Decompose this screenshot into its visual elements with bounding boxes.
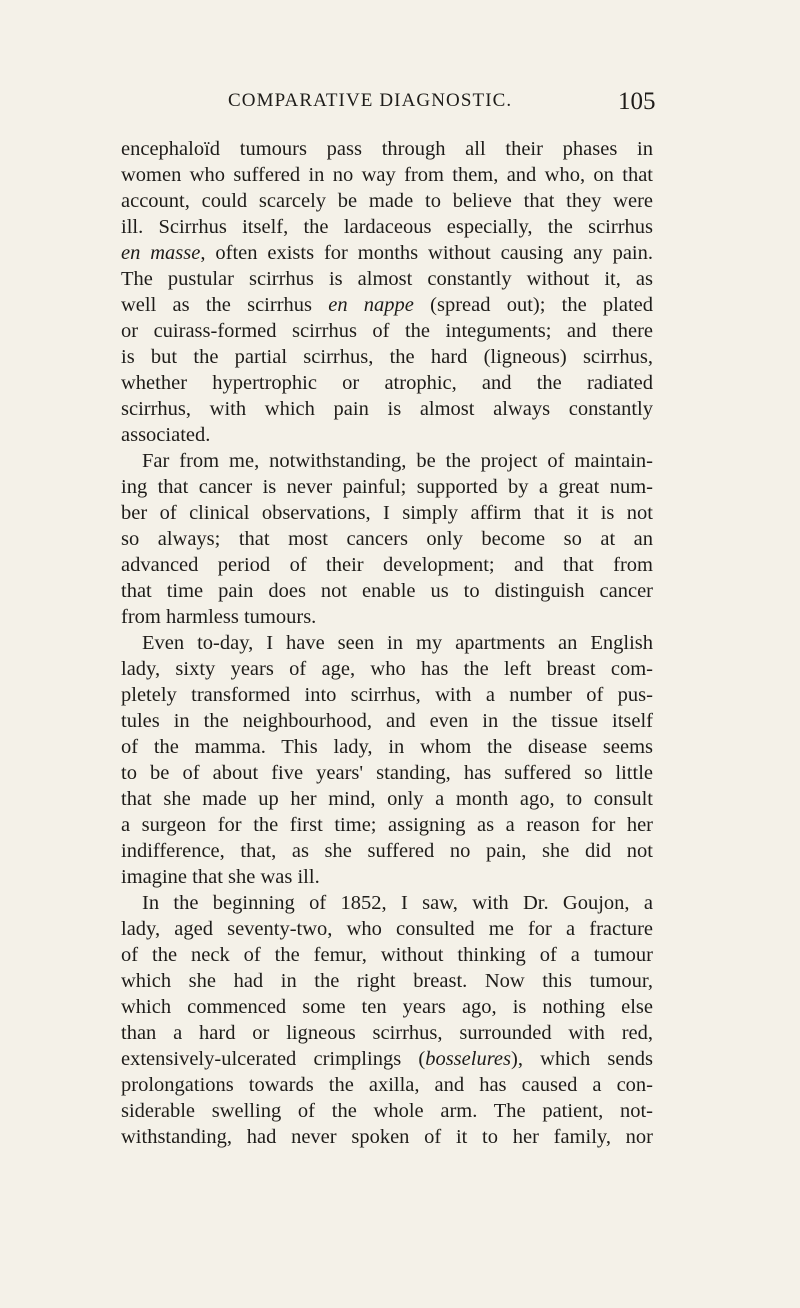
text-line: a surgeon for the first time; assigning as a reason for her [121,814,653,836]
text-line: which she had in the right breast. Now this tumour, [121,970,653,992]
text-line: than a hard or ligneous scirrhus, surrounded with red, [121,1022,653,1044]
text-line: The pustular scirrhus is almost constantly without it, as [121,268,653,290]
text-line: to be of about five years' standing, has suffered so little [121,762,653,784]
text-line: en masse, often exists for months without causing any pain. [121,242,653,264]
paragraph [121,136,653,448]
page-header [0,88,800,116]
text-line: that time pain does not enable us to distinguish cancer [121,580,653,602]
text-line: In the beginning of 1852, I saw, with Dr. Goujon, a [142,892,653,914]
text-line: so always; that most cancers only become so at an [121,528,653,550]
text-line: imagine that she was ill. [121,866,320,888]
text-line: withstanding, had never spoken of it to her family, nor [121,1126,653,1148]
text-line: or cuirass-formed scirrhus of the integuments; and there [121,320,653,342]
text-line: whether hypertrophic or atrophic, and the radiated [121,372,653,394]
text-line: ing that cancer is never painful; supported by a great num- [121,476,653,498]
paragraph [121,630,653,890]
paragraph [121,448,653,630]
text-line: encephaloïd tumours pass through all their phases in [121,138,653,160]
text-line: of the neck of the femur, without thinking of a tumour [121,944,653,966]
italic-term: bosselures [425,1048,511,1070]
italic-term: en masse [121,242,201,264]
text-line: that she made up her mind, only a month ago, to consult [121,788,653,810]
running-title: COMPARATIVE DIAGNOSTIC. [228,90,513,111]
text-line: associated. [121,424,211,446]
text-line: pletely transformed into scirrhus, with a number of pus- [121,684,653,706]
page-number: 105 [618,88,656,115]
text-line: which commenced some ten years ago, is nothing else [121,996,653,1018]
text-line: lady, aged seventy-two, who consulted me for a fracture [121,918,653,940]
text-line: scirrhus, with which pain is almost always constantly [121,398,653,420]
text-line: prolongations towards the axilla, and has caused a con- [121,1074,653,1096]
text-line: is but the partial scirrhus, the hard (ligneous) scirrhus, [121,346,653,368]
text-line: Far from me, notwithstanding, be the project of maintain- [142,450,653,472]
text-line: account, could scarcely be made to believe that they were [121,190,653,212]
text-line: well as the scirrhus en nappe (spread out); the plated [121,294,654,316]
text-line: siderable swelling of the whole arm. The patient, not- [121,1100,653,1122]
text-line: of the mamma. This lady, in whom the disease seems [121,736,653,758]
body-text [121,136,653,1150]
text-line: from harmless tumours. [121,606,317,628]
text-line: ber of clinical observations, I simply affirm that it is not [121,502,653,524]
text-line: advanced period of their development; and that from [121,554,653,576]
text-line: indifference, that, as she suffered no pain, she did not [121,840,653,862]
text-line: women who suffered in no way from them, and who, on that [121,164,653,186]
italic-term: en nappe [328,294,414,316]
text-line: ill. Scirrhus itself, the lardaceous especially, the scirrhus [121,216,653,238]
text-line: lady, sixty years of age, who has the left breast com- [121,658,653,680]
text-line: Even to-day, I have seen in my apartments an English [142,632,653,654]
paragraph [121,890,653,1150]
text-line: extensively-ulcerated crimplings (bosselures), which sends [121,1048,653,1070]
text-line: tules in the neighbourhood, and even in the tissue itself [121,710,653,732]
